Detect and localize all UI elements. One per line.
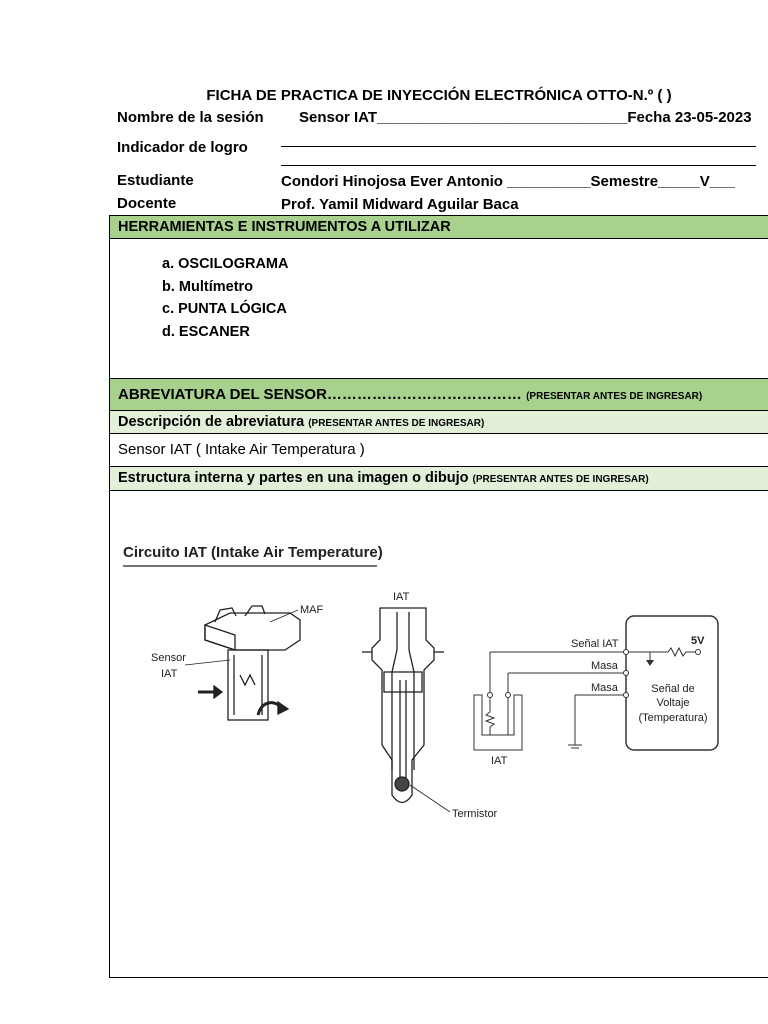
description-value: Sensor IAT ( Intake Air Temperatura ) (118, 441, 365, 458)
junction-1 (488, 693, 493, 698)
terminal-senal (624, 650, 629, 655)
sensor-label-line-2: IAT (161, 668, 178, 680)
list-item: d. ESCANER (162, 323, 250, 340)
abbrev-header-text: ABREVIATURA DEL SENSOR………………………………… (118, 386, 522, 403)
session-label: Nombre de la sesión (117, 109, 264, 126)
description-note: (PRESENTAR ANTES DE INGRESAR) (308, 418, 485, 429)
five-v-label: 5V (691, 635, 705, 647)
diagram-title: Circuito IAT (Intake Air Temperature) (123, 544, 383, 561)
page-title: FICHA DE PRACTICA DE INYECCIÓN ELECTRÓNICA OTTO-N.º ( ) (206, 87, 672, 104)
teacher-label: Docente (117, 195, 177, 212)
box-line-2: Voltaje (656, 697, 690, 709)
student-label: Estudiante (117, 172, 194, 189)
termistor-label: Termistor (452, 808, 498, 820)
iat-probe-illustration (362, 608, 444, 803)
iat-top-label: IAT (393, 591, 410, 603)
logro-label: Indicador de logro (117, 139, 248, 156)
description-header-text: Descripción de abreviatura (118, 414, 305, 430)
sensor-leader (185, 660, 230, 665)
terminal-5v (696, 650, 701, 655)
structure-header-text: Estructura interna y partes en una imagen o dibujo (118, 470, 469, 486)
masa-label-1: Masa (591, 660, 618, 672)
maf-sensor-illustration (198, 606, 300, 720)
junction-2 (506, 693, 511, 698)
signal-arrow (646, 660, 654, 666)
teacher-value: Prof. Yamil Midward Aguilar Baca (281, 196, 519, 213)
tools-header-text: HERRAMIENTAS E INSTRUMENTOS A UTILIZAR (118, 219, 451, 235)
student-value: Condori Hinojosa Ever Antonio __________Semestre_____V___ (281, 173, 735, 190)
list-item: a. OSCILOGRAMA (162, 256, 289, 272)
box-line-3: (Temperatura) (638, 712, 708, 724)
terminal-masa-1 (624, 671, 629, 676)
terminal-masa-2 (624, 693, 629, 698)
sensor-label-line-1: Sensor (151, 652, 186, 664)
iat-bottom-label: IAT (491, 755, 508, 767)
masa-label-2: Masa (591, 682, 618, 694)
session-value: Sensor IAT______________________________Fecha 23-05-2023 (299, 109, 752, 126)
termistor-leader (410, 785, 450, 812)
list-item: c. PUNTA LÓGICA (162, 301, 287, 317)
abbrev-note: (PRESENTAR ANTES DE INGRESAR) (526, 391, 703, 402)
senal-iat-label: Señal IAT (571, 638, 619, 650)
box-line-1: Señal de (651, 683, 695, 695)
list-item: b. Multímetro (162, 278, 254, 295)
maf-label: MAF (300, 604, 324, 616)
structure-note: (PRESENTAR ANTES DE INGRESAR) (472, 474, 649, 485)
